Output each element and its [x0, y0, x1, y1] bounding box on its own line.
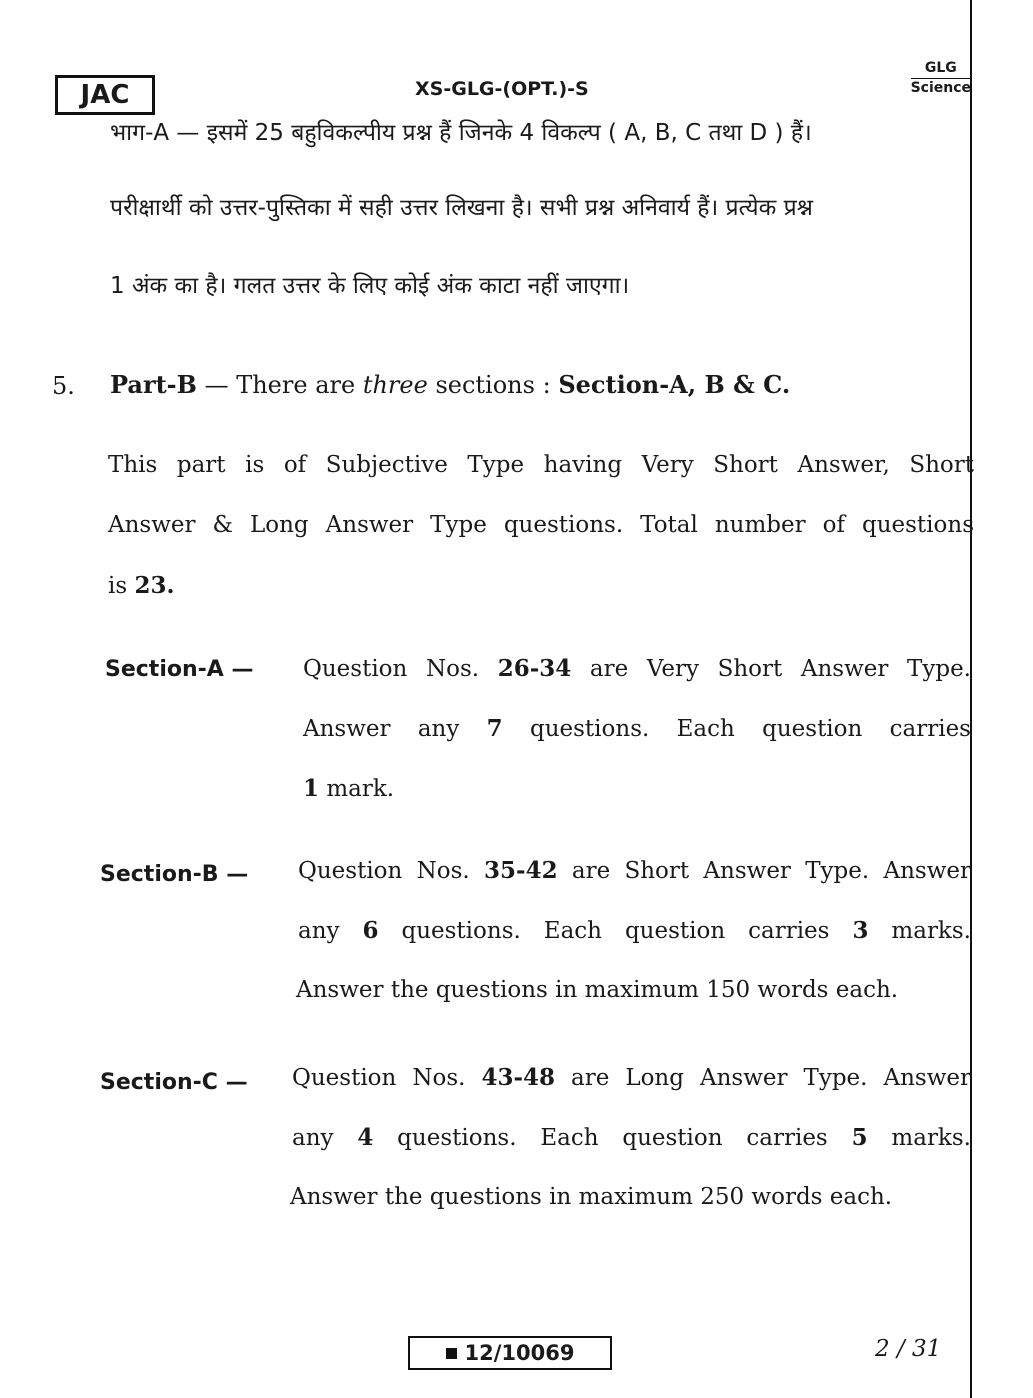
part-b-sections-label: Section-A, B & C. [558, 370, 791, 399]
part-a-line-3: 1 अंक का है। गलत उत्तर के लिए कोई अंक काटा नहीं जाएगा। [110, 273, 630, 299]
item-number: 5. [52, 372, 75, 400]
description-is: is [108, 573, 128, 599]
booklet-code-box [408, 1336, 612, 1370]
section-b-line-1: Question Nos. 35-42 are Short Answer Type. Answer [298, 857, 972, 884]
subject-block [911, 60, 971, 97]
part-a-line-2: परीक्षार्थी को उत्तर-पुस्तिका में सही उत्तर लिखना है। सभी प्रश्न अनिवार्य हैं। प्रत्येक प्रश्न [110, 195, 813, 221]
square-bullet-icon [446, 1348, 457, 1359]
section-b-line-3: Answer the questions in maximum 150 words each. [296, 977, 899, 1003]
section-c-label: Section-C — [100, 1070, 248, 1095]
section-b-label: Section-B — [100, 862, 249, 887]
subject-divider [911, 78, 971, 79]
section-a-line-2: Answer any 7 questions. Each question carries [303, 715, 971, 742]
section-b-line-2: any 6 questions. Each question carries 3 marks. [298, 917, 971, 944]
part-b-label: Part-B [110, 370, 197, 399]
section-a-line-1: Question Nos. 26-34 are Very Short Answer Type. [303, 655, 971, 682]
section-c-line-2: any 4 questions. Each question carries 5 marks. [292, 1124, 971, 1151]
part-b-heading [110, 370, 790, 399]
description-line-2: Answer & Long Answer Type questions. Total number of questions [108, 512, 974, 538]
section-c-line-3: Answer the questions in maximum 250 words each. [290, 1184, 893, 1210]
subject-name: Science [910, 80, 971, 96]
section-a-label: Section-A — [105, 657, 254, 682]
description-line-3 [108, 572, 974, 599]
paper-code: XS-GLG-(OPT.)-S [415, 78, 589, 100]
part-b-intro-post: sections : [435, 371, 551, 399]
jac-logo-box: JAC [55, 75, 155, 115]
section-a-line-3: 1 mark. [303, 775, 395, 802]
subject-code: GLG [924, 60, 957, 76]
part-b-intro-pre: There are [236, 371, 356, 399]
page-number: 2 / 31 [875, 1336, 942, 1362]
section-c-line-1: Question Nos. 43-48 are Long Answer Type. Answer [292, 1064, 971, 1091]
description-line-1: This part is of Subjective Type having Very Short Answer, Short [108, 452, 974, 478]
total-questions: 23. [134, 572, 175, 599]
part-b-intro-em: three [362, 371, 428, 399]
booklet-code: 12/10069 [464, 1341, 575, 1365]
part-b-dash: — [204, 371, 229, 399]
part-a-line-1: भाग-A — इसमें 25 बहुविकल्पीय प्रश्न हैं जिनके 4 विकल्प ( A, B, C तथा D ) हैं। [110, 120, 812, 146]
